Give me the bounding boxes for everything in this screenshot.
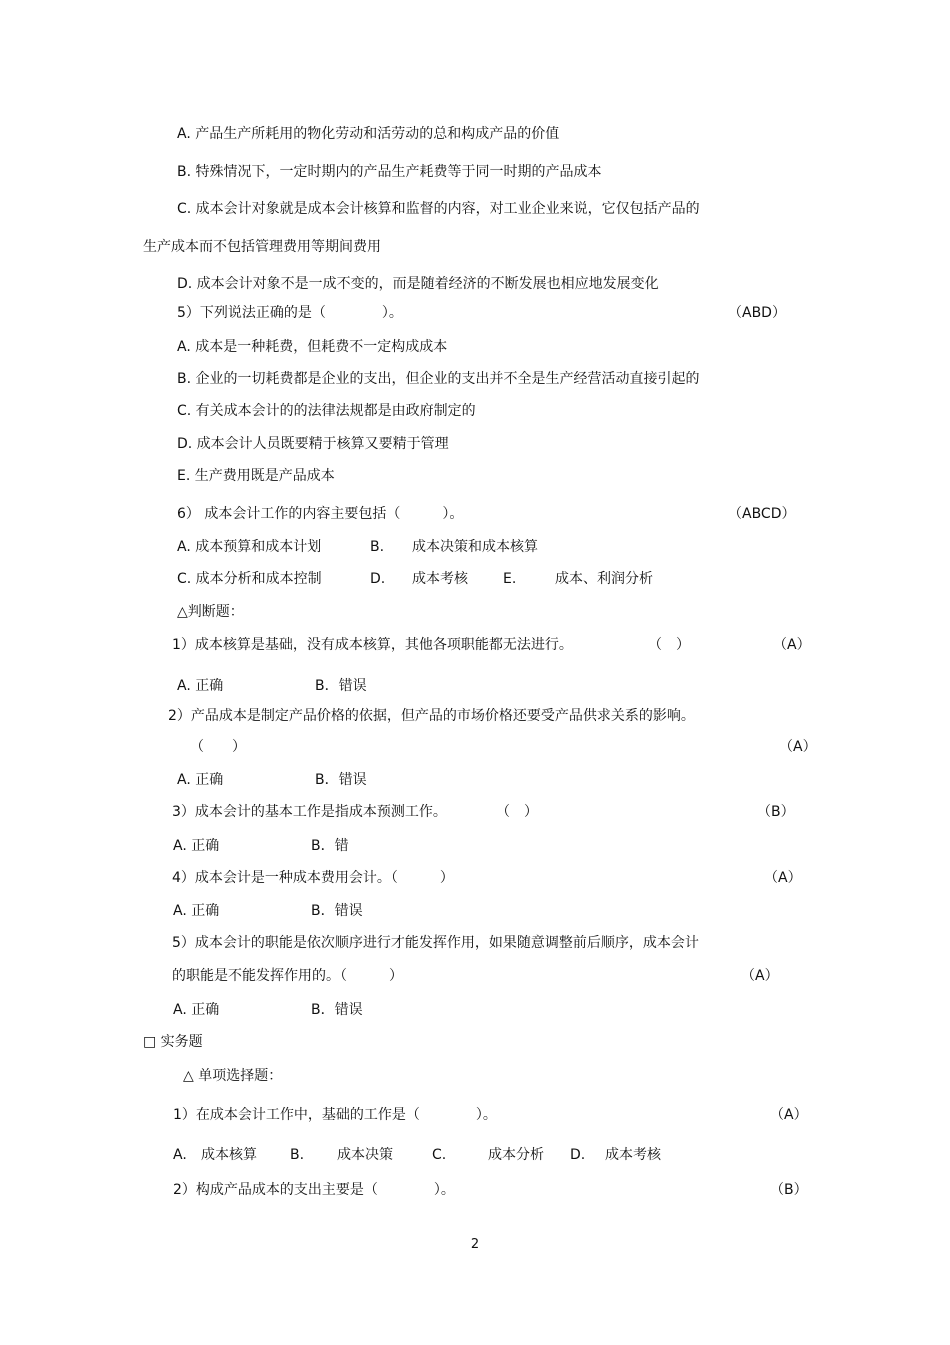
- option-d-text: 成本考核: [605, 1147, 661, 1163]
- option-e-marker: E.: [503, 571, 517, 587]
- answer-blank-3: （ ）: [496, 804, 538, 820]
- option-a-text: A. 成本预算和成本计划: [177, 539, 322, 555]
- option-c-text: C. 成本分析和成本控制: [177, 571, 322, 587]
- option-wrong: B．错误: [315, 772, 367, 788]
- option-e-text: E. 生产费用既是产品成本: [177, 468, 335, 484]
- answer-blank-2: （ ）: [190, 739, 246, 755]
- option-wrong: B．错误: [311, 903, 363, 919]
- option-c-text: C. 成本会计对象就是成本会计核算和监督的内容，对工业企业来说，它仅包括产品的: [177, 201, 700, 217]
- option-b-text: B. 特殊情况下，一定时期内的产品生产耗费等于同一时期的产品成本: [177, 164, 602, 180]
- option-wrong: B．错误: [311, 1002, 363, 1018]
- answer-5: （ABD）: [728, 305, 786, 321]
- option-wrong: B．错: [311, 838, 349, 854]
- single-choice-answer-1: （A）: [770, 1107, 808, 1123]
- section-heading-judgment: △判断题：: [177, 604, 244, 620]
- option-b-text: B. 企业的一切耗费都是企业的支出，但企业的支出并不全是生产经营活动直接引起的: [177, 371, 700, 387]
- judgment-question-5-continuation: 的职能是不能发挥作用的。（ ）: [172, 968, 403, 984]
- option-wrong: B．错误: [315, 678, 367, 694]
- judgment-answer-5: （A）: [741, 968, 779, 984]
- judgment-question-4: 4）成本会计是一种成本费用会计。（ ）: [172, 870, 454, 886]
- answer-blank-1: （ ）: [648, 637, 690, 653]
- single-choice-answer-2: （B）: [770, 1182, 808, 1198]
- option-b-text: 成本决策: [337, 1147, 393, 1163]
- option-c-marker: C.: [432, 1147, 447, 1163]
- option-correct: A. 正确: [173, 903, 220, 919]
- page-number: 2: [470, 1237, 480, 1252]
- judgment-question-5: 5）成本会计的职能是依次顺序进行才能发挥作用，如果随意调整前后顺序，成本会计: [172, 935, 699, 951]
- option-b-marker: B.: [290, 1147, 305, 1163]
- judgment-question-1: 1）成本核算是基础，没有成本核算，其他各项职能都无法进行。: [172, 637, 573, 653]
- judgment-answer-3: （B）: [757, 804, 795, 820]
- section-heading-single-choice: △ 单项选择题：: [183, 1068, 283, 1084]
- question-5: 5）下列说法正确的是（ ）。: [177, 305, 403, 321]
- option-d-marker: D.: [370, 571, 386, 587]
- option-correct: A. 正确: [173, 1002, 220, 1018]
- section-heading-practice: □ 实务题: [143, 1034, 203, 1050]
- single-choice-question-2: 2）构成产品成本的支出主要是（ ）。: [173, 1182, 455, 1198]
- option-b-text: 成本决策和成本核算: [412, 539, 538, 555]
- option-c-continuation: 生产成本而不包括管理费用等期间费用: [143, 239, 381, 255]
- option-d-text: D. 成本会计人员既要精于核算又要精于管理: [177, 436, 449, 452]
- option-correct: A. 正确: [173, 838, 220, 854]
- single-choice-question-1: 1）在成本会计工作中，基础的工作是（ ）。: [173, 1107, 497, 1123]
- judgment-answer-2: （A）: [779, 739, 817, 755]
- option-a-text: A. 产品生产所耗用的物化劳动和活劳动的总和构成产品的价值: [177, 126, 560, 142]
- option-correct: A. 正确: [177, 678, 224, 694]
- judgment-answer-1: （A）: [773, 637, 811, 653]
- option-d-text: 成本考核: [412, 571, 468, 587]
- option-a-text: 成本核算: [201, 1147, 257, 1163]
- option-e-text: 成本、利润分析: [555, 571, 653, 587]
- option-c-text: 成本分析: [488, 1147, 544, 1163]
- option-b-marker: B.: [370, 539, 385, 555]
- option-a-text: A. 成本是一种耗费，但耗费不一定构成成本: [177, 339, 448, 355]
- option-correct: A. 正确: [177, 772, 224, 788]
- option-d-text: D. 成本会计对象不是一成不变的，而是随着经济的不断发展也相应地发展变化: [177, 276, 659, 292]
- option-a-marker: A.: [173, 1147, 187, 1163]
- judgment-question-2: 2）产品成本是制定产品价格的依据，但产品的市场价格还要受产品供求关系的影响。: [168, 708, 695, 724]
- option-c-text: C. 有关成本会计的的法律法规都是由政府制定的: [177, 403, 476, 419]
- judgment-answer-4: （A）: [764, 870, 802, 886]
- option-d-marker: D.: [570, 1147, 586, 1163]
- answer-6: （ABCD）: [728, 506, 796, 522]
- question-6: 6） 成本会计工作的内容主要包括（ ）。: [177, 506, 464, 522]
- judgment-question-3: 3）成本会计的基本工作是指成本预测工作。: [172, 804, 447, 820]
